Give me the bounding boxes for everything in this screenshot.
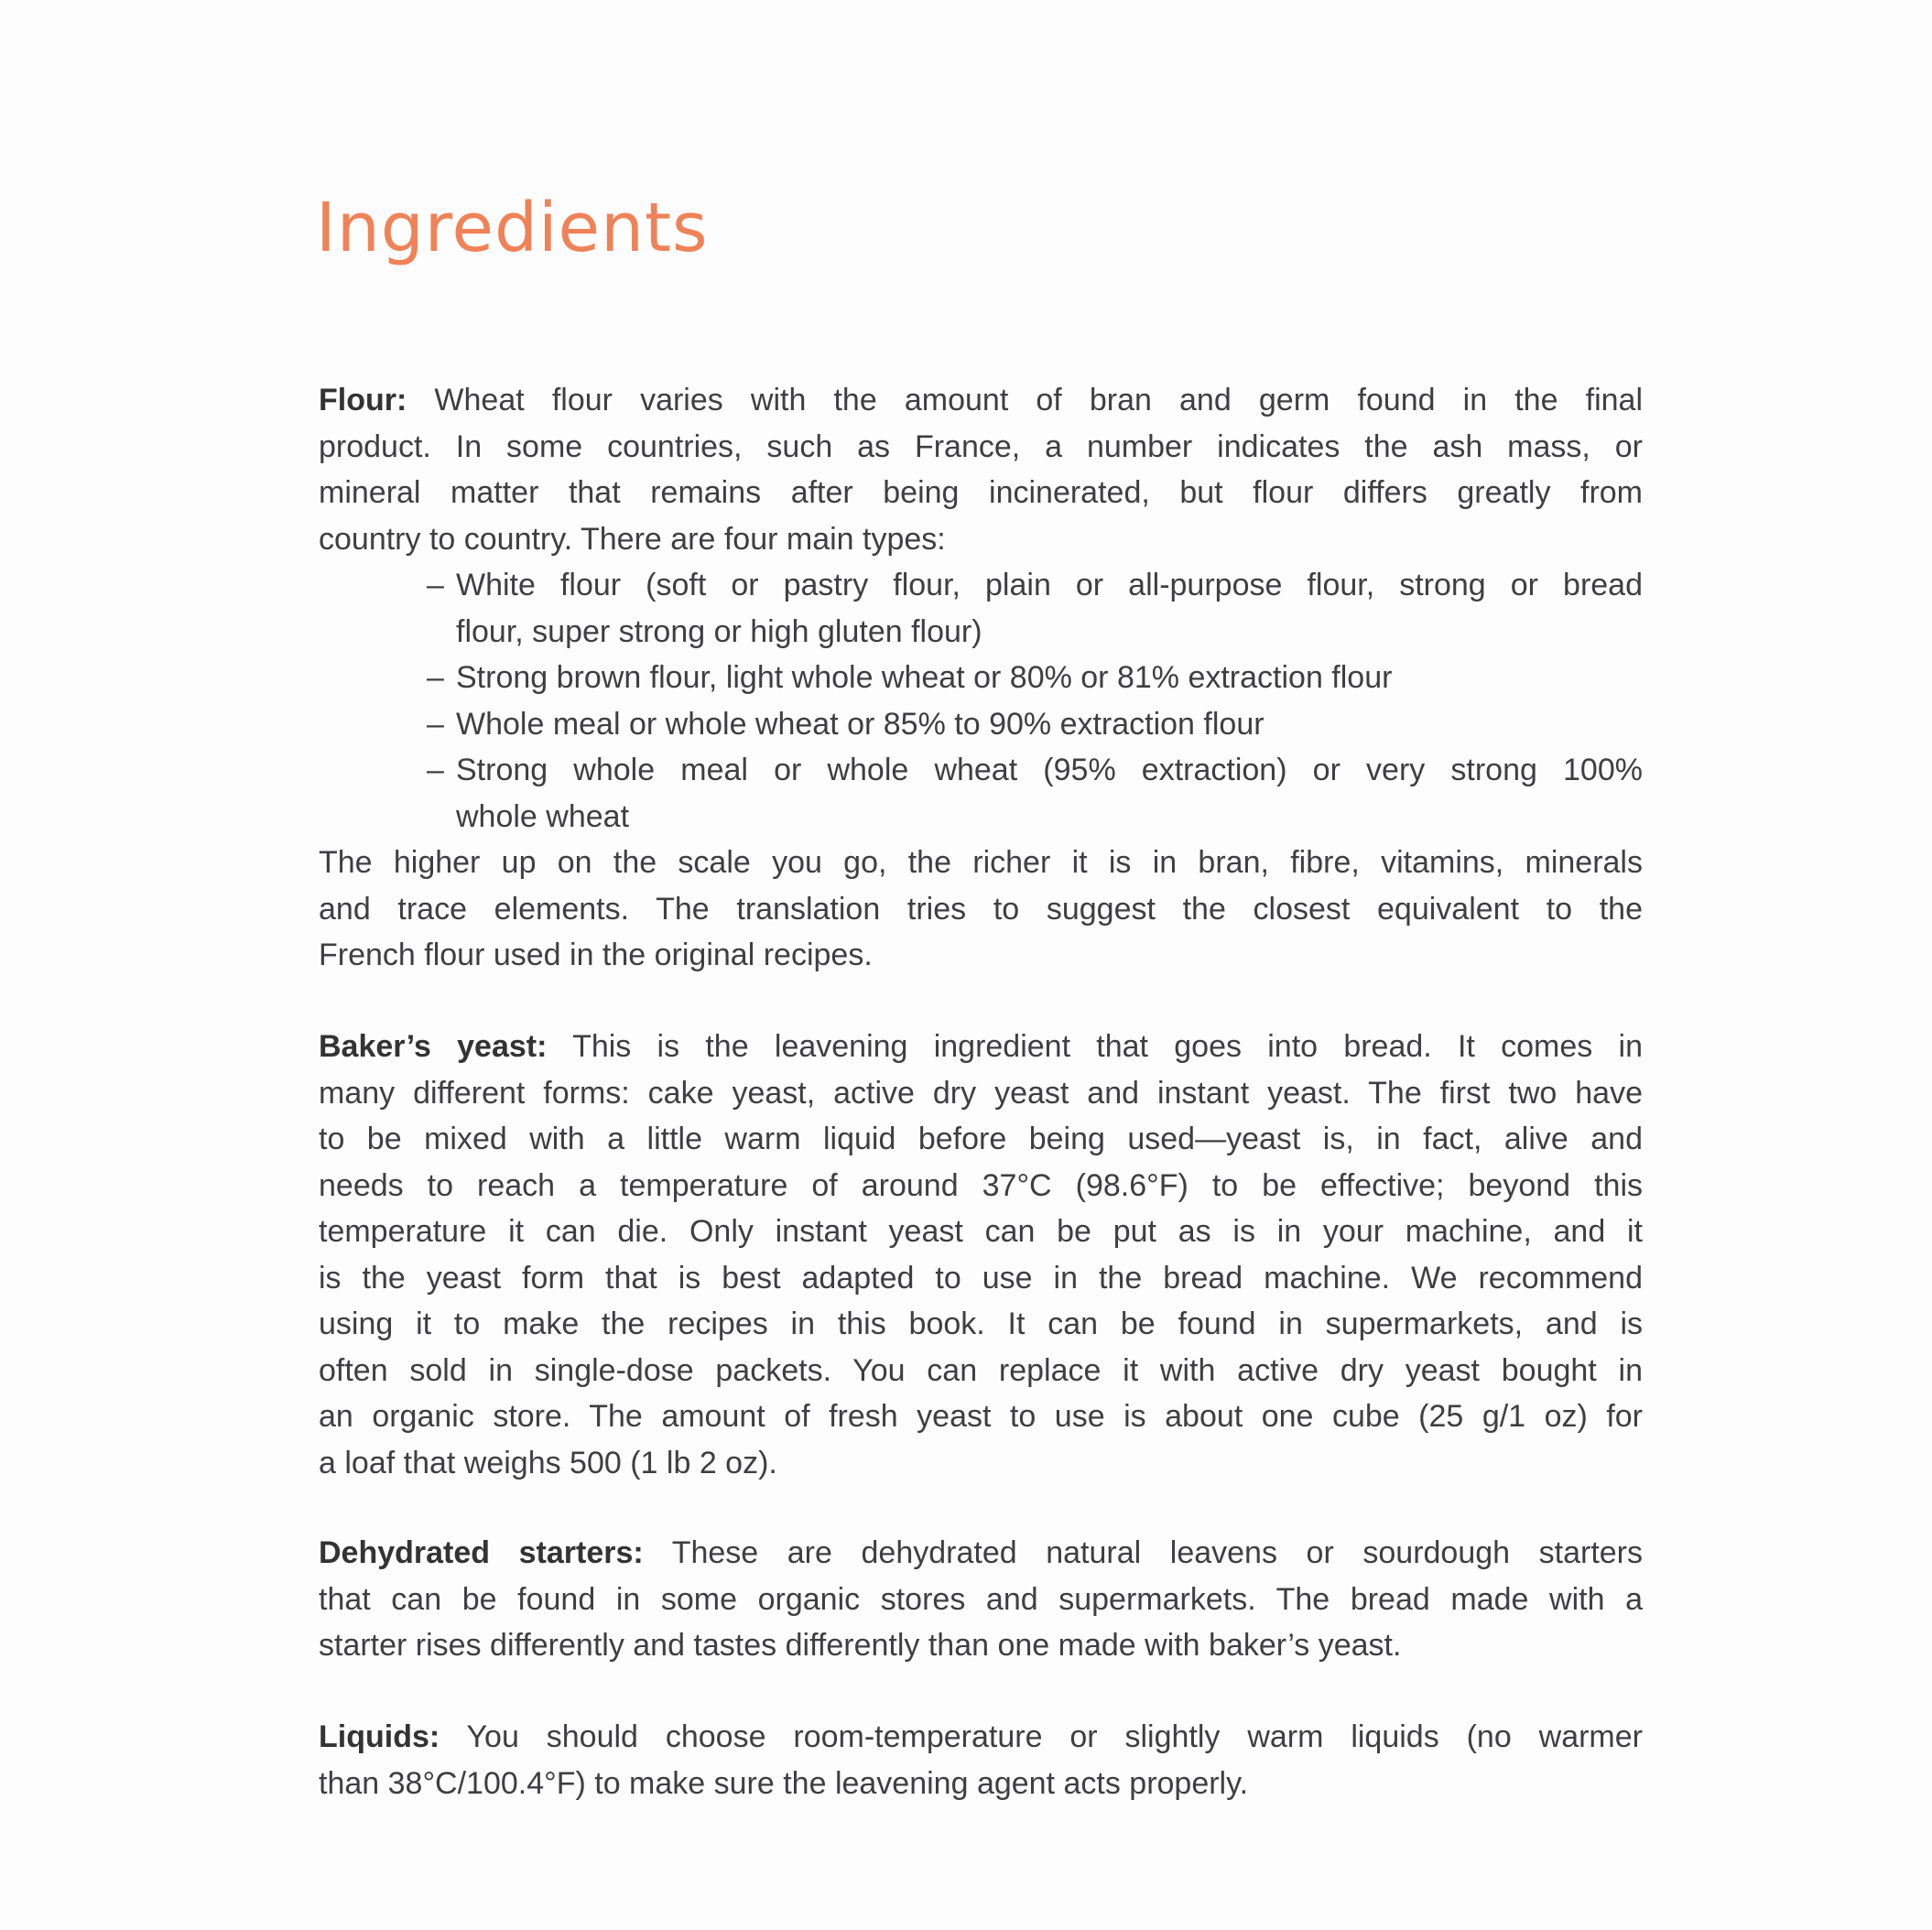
page-title: Ingredients xyxy=(316,189,709,267)
starters-heading: Dehydrated starters: xyxy=(319,1535,644,1570)
yeast-section: Baker’s yeast: This is the leavening ingredient that goes into bread. It comes in many different forms: cake yeast, active dry yeast and instant yeast. The first two have to be mixed with a little warm liquid before being used—yeast is, in fact, alive and needs to reach a temperature of around 37°C (98.6°F) to be effective; beyond this temperature it can die. Only instant yeast can be put as is in your machine, and it is the yeast form that is best adapted to use in the bread machine. We recommend using it to make the recipes in this book. It can be found in supermarkets, and is often sold in single-dose packets. You can replace it with active dry yeast bought in an organic store. The amount of fresh yeast to use is about one cube (25 g/1 oz) for a loaf that weighs 500 (1 lb 2 oz). xyxy=(319,1029,1644,1480)
list-item: – Strong brown flour, light whole wheat or 80% or 81% extraction flour xyxy=(427,660,1393,695)
flour-heading: Flour: xyxy=(319,383,407,417)
flour-section: Flour: Wheat flour varies with the amount of bran and germ found in the final product. In some countries, such as France, a number indicates the ash mass, or mineral matter that remains after being incinerated, but flour differs greatly from country to country. There are four main types: – White flour (soft or pastry flour, plain or all-purpose flour, strong or bread flour, super strong or high gluten flour) – Strong brown flour, light whole wheat or 80% or 81% extraction flour – Whole meal or whole wheat or 85% to 90% extraction flour – Strong whole meal or whole wheat (95% extraction) or very strong 100% whole wheat The higher up on the scale you go, the richer it is in bran, fibre, vitamins, minerals and trace elements. The translation tries to suggest the closest equivalent to the French flour used in the original recipes. xyxy=(319,383,1643,972)
liquids-section: Liquids: You should choose room-temperature or slightly warm liquids (no warmer than 38°C/100.4°F) to make sure the leavening agent acts properly. xyxy=(319,1719,1643,1801)
list-item: – Whole meal or whole wheat or 85% to 90% extraction flour xyxy=(427,706,1264,742)
liquids-heading: Liquids: xyxy=(319,1719,440,1754)
list-item: – White flour (soft or pastry flour, plain or all-purpose flour, strong or bread xyxy=(427,568,1643,602)
starters-section: Dehydrated starters: These are dehydrated natural leavens or sourdough starters that can be found in some organic stores and supermarkets. The bread made with a starter rises differently and tastes differently than one made with baker’s yeast. xyxy=(319,1535,1644,1663)
yeast-heading: Baker’s yeast: xyxy=(319,1029,548,1064)
list-item: – Strong whole meal or whole wheat (95% extraction) or very strong 100% xyxy=(427,753,1643,787)
